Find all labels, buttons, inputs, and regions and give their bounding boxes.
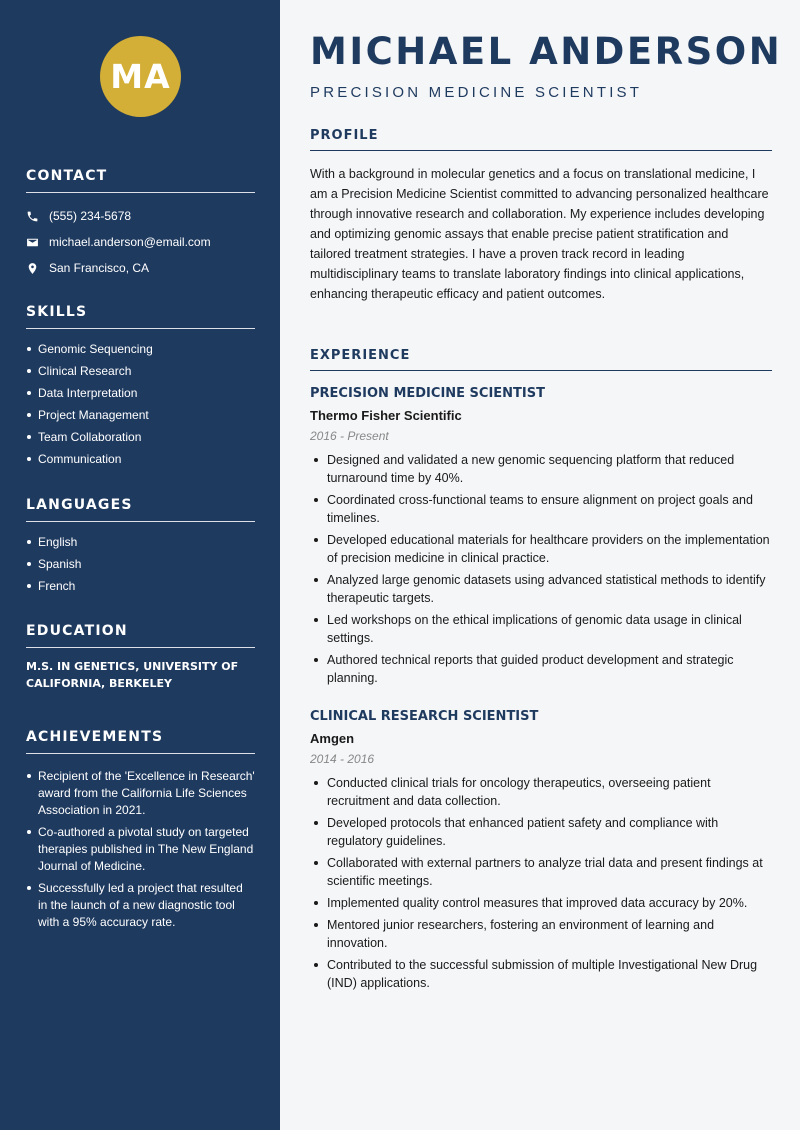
job-bullet: Mentored junior researchers, fostering an environment of learning and innovation.: [310, 916, 772, 952]
achievements-list: [26, 768, 255, 931]
education-section: [26, 623, 255, 692]
achievements-heading: ACHIEVEMENTS: [26, 729, 255, 754]
person-name: MICHAEL ANDERSON: [310, 30, 783, 73]
contact-phone: [26, 203, 255, 229]
achievement-item: Co-authored a pivotal study on targeted therapies published in The New England Journal of Medicine.: [26, 824, 255, 875]
location-icon: [26, 262, 39, 275]
location-text: San Francisco, CA: [49, 261, 150, 275]
job-bullet: Analyzed large genomic datasets using advanced statistical methods to identify therapeutic targets.: [310, 571, 772, 607]
job-bullet: Coordinated cross-functional teams to ensure alignment on project goals and timelines.: [310, 491, 772, 527]
achievements-section: [26, 729, 255, 936]
language-item: English: [26, 531, 255, 553]
skill-item: Team Collaboration: [26, 426, 255, 448]
skill-item: Clinical Research: [26, 360, 255, 382]
profile-text: With a background in molecular genetics and a focus on translational medicine, I am a Precision Medicine Scientist committed to advancing personalized healthcare through innovative research and collaboration. My experience includes developing and optimizing genomic assays that enable precise patient stratification and tailored treatment strategies. I have a proven track record in leading multidisciplinary teams to translate laboratory findings into clinical applications, enhancing therapeutic efficacy and patient outcomes.: [310, 167, 769, 301]
job-bullet: Contributed to the successful submission of multiple Investigational New Drug (IND) applications.: [310, 956, 772, 992]
avatar: MA: [100, 36, 181, 117]
languages-list: [26, 531, 255, 597]
job-role: PRECISION MEDICINE SCIENTIST: [310, 386, 545, 401]
contact-section: [26, 168, 255, 281]
profile-heading: PROFILE: [310, 128, 772, 151]
email-icon: [26, 236, 39, 249]
job-bullet: Led workshops on the ethical implications of genomic data usage in clinical settings.: [310, 611, 772, 647]
language-item: French: [26, 575, 255, 597]
education-degree: M.S. IN GENETICS, UNIVERSITY OF CALIFORNIA, BERKELEY: [26, 660, 239, 690]
contact-email: [26, 229, 255, 255]
education-heading: EDUCATION: [26, 623, 255, 648]
job-company: Thermo Fisher Scientific: [310, 408, 462, 423]
email-text[interactable]: michael.anderson@email.com: [49, 235, 211, 249]
phone-icon: [26, 210, 39, 223]
job-bullet: Authored technical reports that guided product development and strategic planning.: [310, 651, 772, 687]
skill-item: Project Management: [26, 404, 255, 426]
contact-location: [26, 255, 255, 281]
skills-list: [26, 338, 255, 470]
skill-item: Data Interpretation: [26, 382, 255, 404]
job-dates: 2014 - 2016: [310, 752, 375, 766]
skills-section: [26, 304, 255, 470]
job-bullet: Conducted clinical trials for oncology therapeutics, overseeing patient recruitment and data collection.: [310, 774, 772, 810]
person-title: PRECISION MEDICINE SCIENTIST: [310, 84, 643, 101]
job-dates: 2016 - Present: [310, 429, 389, 443]
experience-heading: EXPERIENCE: [310, 348, 772, 371]
job-entry: [310, 709, 772, 996]
job-company: Amgen: [310, 731, 355, 746]
job-bullet: Implemented quality control measures that improved data accuracy by 20%.: [310, 894, 772, 912]
skills-heading: SKILLS: [26, 304, 255, 329]
sidebar: [0, 0, 280, 1130]
job-role: CLINICAL RESEARCH SCIENTIST: [310, 709, 539, 724]
job-bullets: [310, 451, 772, 687]
job-bullet: Developed educational materials for healthcare providers on the implementation of precision medicine in clinical practice.: [310, 531, 772, 567]
job-bullet: Collaborated with external partners to analyze trial data and present findings at scientific meetings.: [310, 854, 772, 890]
skill-item: Communication: [26, 448, 255, 470]
job-bullet: Developed protocols that enhanced patient safety and compliance with regulatory guidelines.: [310, 814, 772, 850]
contact-heading: CONTACT: [26, 168, 255, 193]
job-bullet: Designed and validated a new genomic sequencing platform that reduced turnaround time by 40%.: [310, 451, 772, 487]
language-item: Spanish: [26, 553, 255, 575]
achievement-item: Recipient of the 'Excellence in Research' award from the California Life Sciences Association in 2021.: [26, 768, 255, 819]
languages-section: [26, 497, 255, 597]
phone-text: (555) 234-5678: [49, 209, 132, 223]
languages-heading: LANGUAGES: [26, 497, 255, 522]
achievement-item: Successfully led a project that resulted in the launch of a new diagnostic tool with a 95% accuracy rate.: [26, 880, 255, 931]
job-bullets: [310, 774, 772, 992]
skill-item: Genomic Sequencing: [26, 338, 255, 360]
job-entry: [310, 386, 772, 691]
